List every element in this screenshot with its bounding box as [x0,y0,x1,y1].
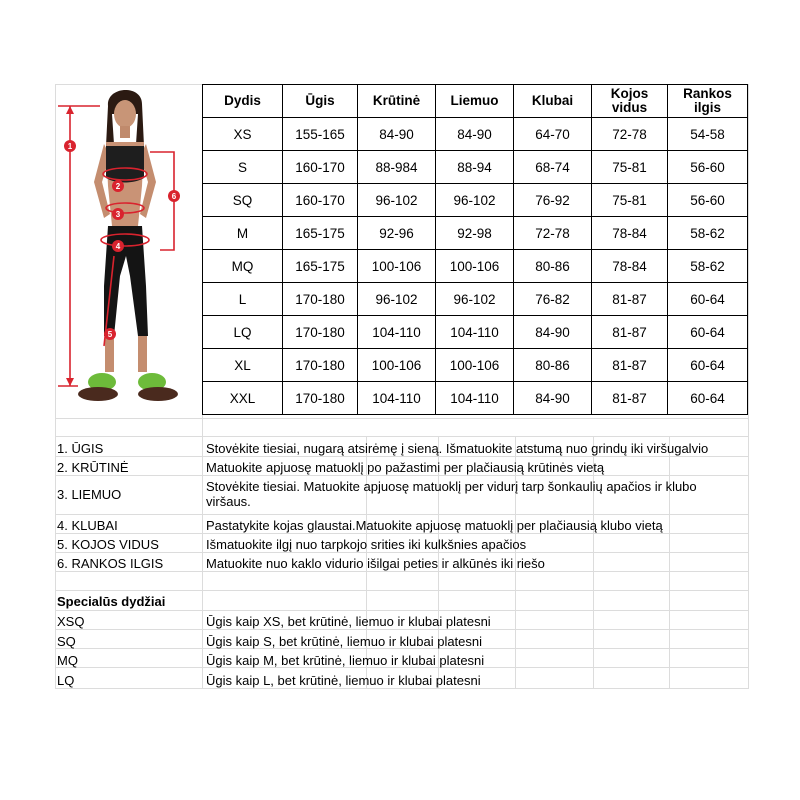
special-text: Ūgis kaip S, bet krūtinė, liemuo ir klubai platesni [206,633,483,649]
instruction-row [55,439,749,458]
value-cell: 81-87 [592,316,668,349]
special-sizes-list [55,612,749,690]
size-table-body [203,118,748,415]
size-cell: M [203,217,283,250]
value-cell: 100-106 [436,349,514,382]
value-cell: 72-78 [592,118,668,151]
size-table [202,84,748,415]
value-cell: 100-106 [358,349,436,382]
special-key: XSQ [57,614,85,629]
value-cell: 160-170 [283,151,358,184]
value-cell: 160-170 [283,184,358,217]
special-sizes-title: Specialūs dydžiai [57,594,166,609]
table-header-row [203,85,748,118]
value-cell: 56-60 [668,184,748,217]
instructions-list [55,439,749,573]
value-cell: 92-96 [358,217,436,250]
col-header-ugis: Ūgis [283,85,358,118]
value-cell: 81-87 [592,382,668,415]
value-cell: 60-64 [668,316,748,349]
size-cell: XL [203,349,283,382]
value-cell: 72-78 [514,217,592,250]
marker-4: 4 [115,242,121,251]
value-cell: 170-180 [283,316,358,349]
value-cell: 80-86 [514,349,592,382]
table-row [203,382,748,415]
instruction-row [55,477,749,516]
instruction-text: Stovėkite tiesiai. Matuokite apjuosę matuoklį per vidurį tarp šonkaulių apačios ir klubo viršaus. [206,479,697,509]
table-row [203,250,748,283]
measurement-figure [56,86,202,416]
value-cell: 84-90 [436,118,514,151]
size-cell: XXL [203,382,283,415]
col-header-rankos-ilgis: Rankos ilgis [668,85,748,118]
value-cell: 54-58 [668,118,748,151]
size-cell: LQ [203,316,283,349]
value-cell: 155-165 [283,118,358,151]
size-cell: L [203,283,283,316]
instruction-key: 1. ŪGIS [57,441,104,456]
value-cell: 76-82 [514,283,592,316]
marker-6: 6 [171,192,177,201]
size-cell: S [203,151,283,184]
col-header-klubai: Klubai [514,85,592,118]
table-row [203,184,748,217]
value-cell: 75-81 [592,184,668,217]
value-cell: 81-87 [592,349,668,382]
value-cell: 104-110 [436,316,514,349]
special-text: Ūgis kaip L, bet krūtinė, liemuo ir klubai platesni [206,672,481,688]
instruction-key: 4. KLUBAI [57,518,118,533]
value-cell: 100-106 [436,250,514,283]
col-header-liemuo: Liemuo [436,85,514,118]
special-text: Ūgis kaip M, bet krūtinė, liemuo ir klubai platesni [206,653,485,668]
value-cell: 64-70 [514,118,592,151]
col-header-kojos-vidus: Kojos vidus [592,85,668,118]
instruction-key: 2. KRŪTINĖ [57,460,129,475]
value-cell: 78-84 [592,217,668,250]
value-cell: 100-106 [358,250,436,283]
value-cell: 60-64 [668,382,748,415]
instruction-text: Matuokite nuo kaklo vidurio išilgai peties ir alkūnės iki riešo [206,556,545,571]
value-cell: 170-180 [283,283,358,316]
value-cell: 88-94 [436,151,514,184]
value-cell: 88-984 [358,151,436,184]
instruction-key: 5. KOJOS VIDUS [57,537,159,552]
value-cell: 165-175 [283,250,358,283]
special-row [55,671,749,691]
table-row [203,217,748,250]
special-key: LQ [57,672,75,688]
value-cell: 170-180 [283,382,358,415]
table-row [203,349,748,382]
value-cell: 92-98 [436,217,514,250]
value-cell: 75-81 [592,151,668,184]
col-header-dydis: Dydis [203,85,283,118]
size-cell: SQ [203,184,283,217]
marker-3: 3 [115,210,121,219]
value-cell: 80-86 [514,250,592,283]
value-cell: 58-62 [668,250,748,283]
instruction-text: Matuokite apjuosę matuoklį po pažastimi per plačiausią krūtinės vietą [206,460,605,475]
value-cell: 96-102 [436,184,514,217]
table-row [203,151,748,184]
marker-5: 5 [107,330,113,339]
value-cell: 170-180 [283,349,358,382]
value-cell: 104-110 [358,316,436,349]
value-cell: 60-64 [668,349,748,382]
instruction-key: 3. LIEMUO [57,487,122,502]
value-cell: 68-74 [514,151,592,184]
value-cell: 165-175 [283,217,358,250]
special-row [55,651,749,671]
instruction-text: Išmatuokite ilgį nuo tarpkojo srities iki kulkšnies apačios [206,537,527,552]
value-cell: 84-90 [358,118,436,151]
special-row [55,612,749,632]
special-key: SQ [57,633,76,649]
table-row [203,118,748,151]
size-cell: XS [203,118,283,151]
special-key: MQ [57,653,78,668]
instruction-key: 6. RANKOS ILGIS [57,556,164,571]
marker-1: 1 [67,142,73,151]
value-cell: 76-92 [514,184,592,217]
special-text: Ūgis kaip XS, bet krūtinė, liemuo ir klubai platesni [206,614,491,629]
special-row [55,632,749,652]
instruction-row [55,535,749,554]
instruction-row [55,516,749,535]
value-cell: 96-102 [358,184,436,217]
value-cell: 104-110 [436,382,514,415]
value-cell: 96-102 [358,283,436,316]
table-row [203,283,748,316]
col-header-krutine: Krūtinė [358,85,436,118]
value-cell: 60-64 [668,283,748,316]
model-illustration [56,86,202,416]
value-cell: 81-87 [592,283,668,316]
marker-2: 2 [115,182,121,191]
value-cell: 58-62 [668,217,748,250]
value-cell: 84-90 [514,382,592,415]
instruction-row [55,458,749,477]
instruction-row [55,554,749,573]
size-cell: MQ [203,250,283,283]
instruction-text: Stovėkite tiesiai, nugarą atsirėmę į sieną. Išmatuokite atstumą nuo grindų iki viršugalvio [206,441,709,456]
value-cell: 84-90 [514,316,592,349]
value-cell: 96-102 [436,283,514,316]
value-cell: 104-110 [358,382,436,415]
value-cell: 78-84 [592,250,668,283]
instruction-text: Pastatykite kojas glaustai.Matuokite apjuosę matuoklį per plačiausią klubo vietą [206,518,663,533]
table-row [203,316,748,349]
value-cell: 56-60 [668,151,748,184]
